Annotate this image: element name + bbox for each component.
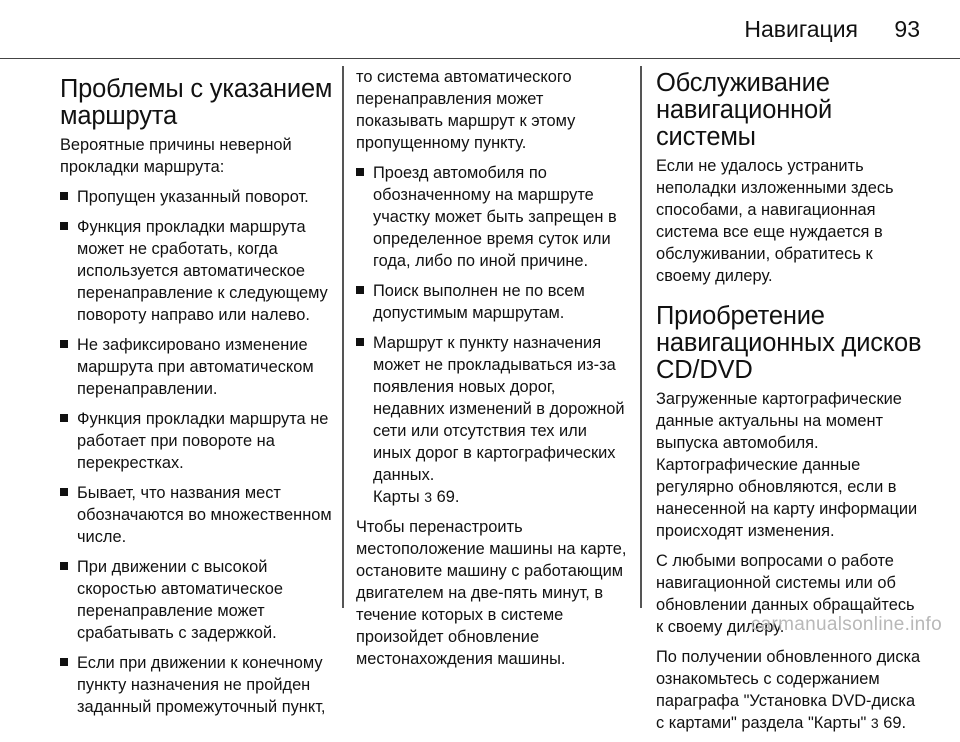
list-item: Если при движении к конечному пункту назначения не пройден заданный промежуточный пункт, <box>60 652 340 718</box>
list-item: Функция прокладки маршрута может не сработать, когда используется автоматическое перенаправление к следующему повороту направо или налево. <box>60 216 340 326</box>
page-reference-icon: 3 <box>424 489 433 505</box>
bullet-icon <box>60 222 68 230</box>
bullet-icon <box>60 658 68 666</box>
list-item: Пропущен указанный поворот. <box>60 186 340 208</box>
causes-list <box>60 186 340 718</box>
column-1 <box>60 76 340 726</box>
bullet-icon <box>356 168 364 176</box>
bullet-icon <box>60 488 68 496</box>
column-divider-1 <box>342 66 344 608</box>
service-paragraph: Если не удалось устранить неполадки изложенными здесь способами, а навигационная система все еще нуждается в обслуживании, обратитесь к своему дилеру. <box>656 157 894 285</box>
page-reference-icon: 3 <box>870 715 879 731</box>
list-item: Бывает, что названия мест обозначаются во множественном числе. <box>60 482 340 548</box>
column-divider-2 <box>640 66 642 608</box>
heading-route-problems: Проблемы с указанием маршрута <box>60 75 333 130</box>
update-disc-paragraph: По получении обновленного диска ознакомьтесь с содержанием параграфа "Установка DVD-диска с картами" раздела "Карты" 3 69. <box>656 648 921 732</box>
page-number: 93 <box>894 16 920 42</box>
maps-reference[interactable]: Карты 3 69. <box>373 488 460 506</box>
list-item: При движении с высокой скоростью автоматическое перенаправление может срабатывать с задержкой. <box>60 556 340 644</box>
page-header <box>0 0 960 59</box>
watermark: carmanualsonline.info <box>750 614 942 635</box>
bullet-icon <box>60 340 68 348</box>
list-item: Поиск выполнен не по всем допустимым маршрутам. <box>356 280 628 324</box>
column-3 <box>656 70 926 742</box>
column-2 <box>356 66 628 678</box>
map-data-paragraph: Загруженные картографические данные актуальны на момент выпуска автомобиля. Картографические данные регулярно обновляются, если в нанесенной на карту информации происходят изменения. <box>656 390 918 540</box>
bullet-icon <box>356 338 364 346</box>
bullet-icon <box>356 286 364 294</box>
heading-service: Обслуживание навигационной системы <box>656 69 832 151</box>
page-reference[interactable]: 69. <box>883 714 907 732</box>
list-item: Проезд автомобиля по обозначенному на маршруте участку может быть запрещен в определенное время суток или года, либо по иной причине. <box>356 162 628 272</box>
list-item: Не зафиксировано изменение маршрута при автоматическом перенаправлении. <box>60 334 340 400</box>
list-item: Функция прокладки маршрута не работает при повороте на перекрестках. <box>60 408 340 474</box>
bullet-icon <box>60 562 68 570</box>
section-title: Навигация <box>744 16 858 42</box>
intro-paragraph: Вероятные причины неверной прокладки маршрута: <box>60 136 292 176</box>
causes-list-continued <box>356 162 628 508</box>
questions-paragraph: С любыми вопросами о работе навигационной системы или об обновлении данных обращайтесь к своему дилеру. <box>656 552 915 636</box>
continuation-text: то система автоматического перенаправления может показывать маршрут к этому пропущенному пункту. <box>356 68 576 152</box>
bullet-icon <box>60 192 68 200</box>
list-item: Маршрут к пункту назначения может не прокладываться из-за появления новых дорог, недавних изменений в дорожной сети или отсутствия тех или иных дорог в картографических данных. Карты 3 69. <box>356 332 628 508</box>
bullet-icon <box>60 414 68 422</box>
reset-position-paragraph: Чтобы перенастроить местоположение машины на карте, остановите машину с работающим двигателем на две-пять минут, в течение которых в системе произойдет обновление местонахождения машины. <box>356 518 627 668</box>
heading-discs: Приобретение навигационных дисков CD/DVD <box>656 302 922 384</box>
